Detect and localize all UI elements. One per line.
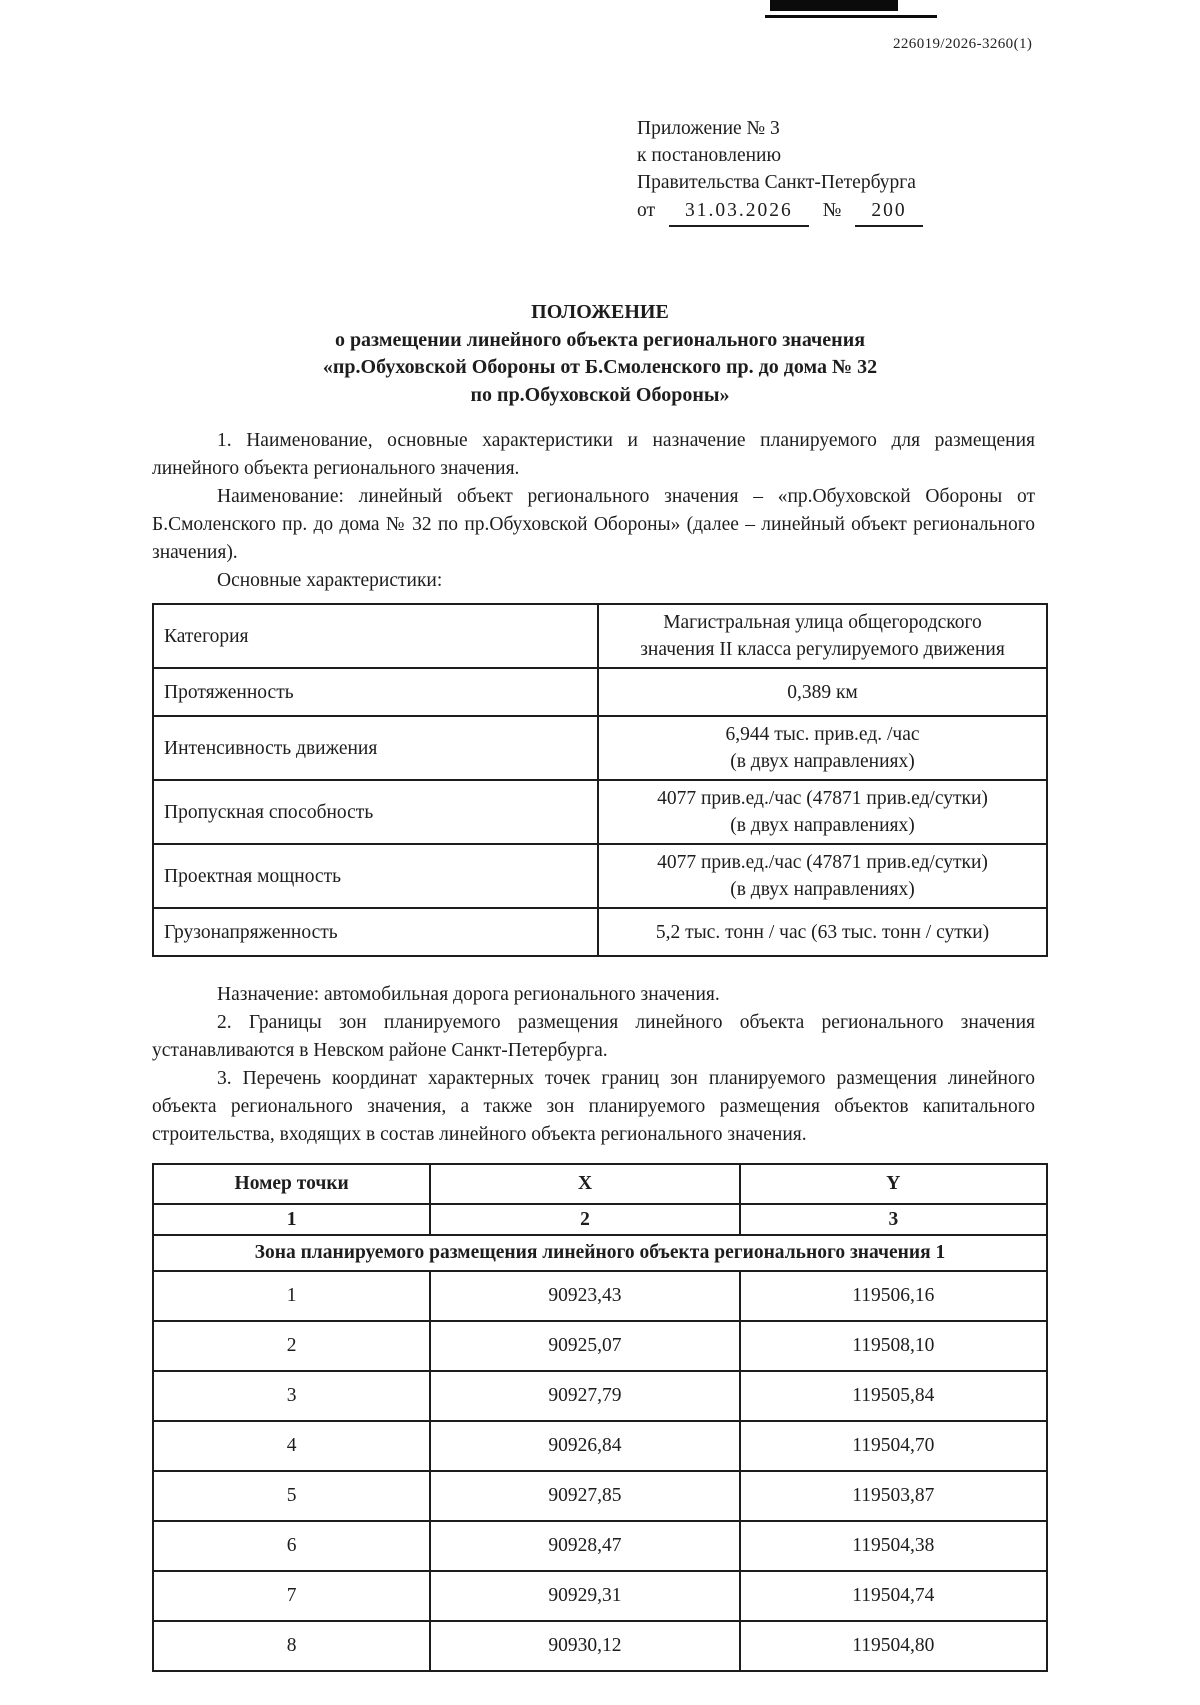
- table-row: [153, 1421, 1047, 1471]
- point-number: 2: [153, 1321, 430, 1371]
- char-label-cell: Пропускная способность: [153, 780, 598, 844]
- char-value-line: 4077 прив.ед./час (47871 прив.ед/сутки): [657, 788, 988, 809]
- char-label-cell: Интенсивность движения: [153, 716, 598, 780]
- title-line: о размещении линейного объекта регионального значения: [334, 328, 866, 351]
- table-row: [153, 1571, 1047, 1621]
- table-header-row: [153, 1164, 1047, 1204]
- column-number: 1: [153, 1204, 430, 1235]
- table-row: [153, 1371, 1047, 1421]
- title-line: ПОЛОЖЕНИЕ: [531, 301, 669, 323]
- char-value-cell: [598, 780, 1047, 844]
- point-number: 4: [153, 1421, 430, 1471]
- char-label-cell: Категория: [153, 604, 598, 668]
- coord-y: 119504,70: [740, 1421, 1047, 1471]
- decree-date: 31.03.2026: [669, 197, 809, 227]
- paragraph-purpose: Назначение: автомобильная дорога регионального значения.: [217, 984, 720, 1005]
- paragraph-characteristics-intro: Основные характеристики:: [217, 570, 443, 591]
- appendix-block: [637, 115, 1048, 227]
- decree-date-line: [637, 197, 1048, 227]
- col-header-y: Y: [740, 1164, 1047, 1204]
- char-value-line: 4077 прив.ед./час (47871 прив.ед/сутки): [657, 852, 988, 873]
- table-row: [153, 1471, 1047, 1521]
- char-value-line: (в двух направлениях): [730, 751, 915, 772]
- col-header-point-number: Номер точки: [153, 1164, 430, 1204]
- coord-x: 90930,12: [430, 1621, 739, 1671]
- date-prefix: от: [637, 200, 656, 221]
- char-value-cell: [598, 908, 1047, 956]
- table-row: [153, 668, 1047, 716]
- paragraph-boundaries: 2. Границы зон планируемого размещения линейного объекта регионального значения устанавливаются в Невском районе Санкт-Петербурга.: [152, 1012, 1035, 1061]
- coord-x: 90928,47: [430, 1521, 739, 1571]
- coord-y: 119504,80: [740, 1621, 1047, 1671]
- coord-x: 90929,31: [430, 1571, 739, 1621]
- table-row: [153, 844, 1047, 908]
- table-row: [153, 1521, 1047, 1571]
- table-row: [153, 1271, 1047, 1321]
- col-header-x: X: [430, 1164, 739, 1204]
- char-value-line: значения II класса регулируемого движения: [640, 639, 1005, 660]
- number-sign: №: [822, 200, 842, 221]
- coord-x: 90926,84: [430, 1421, 739, 1471]
- column-number-row: [153, 1204, 1047, 1235]
- document-content: [0, 115, 1200, 1672]
- decree-number: 200: [855, 197, 922, 227]
- coord-x: 90925,07: [430, 1321, 739, 1371]
- document-registration-code: 226019/2026-3260(1): [893, 36, 1033, 52]
- scan-artifact-line: [765, 15, 937, 18]
- table-row: [153, 716, 1047, 780]
- table-row: [153, 1321, 1047, 1371]
- table-row: [153, 1621, 1047, 1671]
- point-number: 8: [153, 1621, 430, 1671]
- point-number: 7: [153, 1571, 430, 1621]
- char-value-cell: [598, 668, 1047, 716]
- char-value-line: (в двух направлениях): [730, 815, 915, 836]
- paragraph-name-value: Наименование: линейный объект регионального значения – «пр.Обуховской Обороны от Б.Смоленского пр. до дома № 32 по пр.Обуховской Обороны» (далее – линейный объект регионального значения).: [152, 486, 1035, 563]
- point-number: 6: [153, 1521, 430, 1571]
- table-row: [153, 780, 1047, 844]
- paragraph-coordinates-intro: 3. Перечень координат характерных точек границ зон планируемого размещения линейного объекта регионального значения, а также зон планируемого размещения объектов капитального строительства, входящих в состав линейного объекта регионального значения.: [152, 1068, 1035, 1145]
- char-label-cell: Проектная мощность: [153, 844, 598, 908]
- char-value-line: 0,389 км: [787, 681, 858, 703]
- title-line: «пр.Обуховской Обороны от Б.Смоленского пр. до дома № 32: [322, 356, 878, 378]
- zone-title-row: [153, 1235, 1047, 1271]
- coord-y: 119504,38: [740, 1521, 1047, 1571]
- document-title: [152, 299, 1048, 409]
- point-number: 1: [153, 1271, 430, 1321]
- coordinates-table: [152, 1163, 1048, 1672]
- appendix-line: Приложение № 3: [637, 118, 780, 139]
- coord-x: 90927,79: [430, 1371, 739, 1421]
- coord-y: 119505,84: [740, 1371, 1047, 1421]
- coord-y: 119508,10: [740, 1321, 1047, 1371]
- appendix-line: к постановлению: [637, 145, 782, 166]
- char-label-cell: Протяженность: [153, 668, 598, 716]
- zone-title: Зона планируемого размещения линейного объекта регионального значения 1: [153, 1235, 1047, 1271]
- char-value-line: 6,944 тыс. прив.ед. /час: [725, 724, 920, 745]
- coord-x: 90927,85: [430, 1471, 739, 1521]
- coord-y: 119504,74: [740, 1571, 1047, 1621]
- coord-y: 119503,87: [740, 1471, 1047, 1521]
- char-value-cell: [598, 844, 1047, 908]
- char-value-line: (в двух направлениях): [730, 879, 915, 900]
- paragraph-naming: 1. Наименование, основные характеристики и назначение планируемого для размещения линейного объекта регионального значения.: [152, 430, 1035, 479]
- point-number: 5: [153, 1471, 430, 1521]
- table-row: [153, 604, 1047, 668]
- appendix-line: Правительства Санкт-Петербурга: [637, 172, 916, 193]
- characteristics-table: [152, 603, 1048, 957]
- char-value-line: 5,2 тыс. тонн / час (63 тыс. тонн / сутки): [655, 921, 990, 943]
- char-label-cell: Грузонапряженность: [153, 908, 598, 956]
- char-value-cell: [598, 604, 1047, 668]
- scan-artifact-bar: [770, 0, 898, 11]
- title-line: по пр.Обуховской Обороны»: [470, 383, 730, 406]
- coord-y: 119506,16: [740, 1271, 1047, 1321]
- char-value-line: Магистральная улица общегородского: [663, 612, 982, 633]
- point-number: 3: [153, 1371, 430, 1421]
- table-row: [153, 908, 1047, 956]
- column-number: 2: [430, 1204, 739, 1235]
- char-value-cell: [598, 716, 1047, 780]
- coord-x: 90923,43: [430, 1271, 739, 1321]
- column-number: 3: [740, 1204, 1047, 1235]
